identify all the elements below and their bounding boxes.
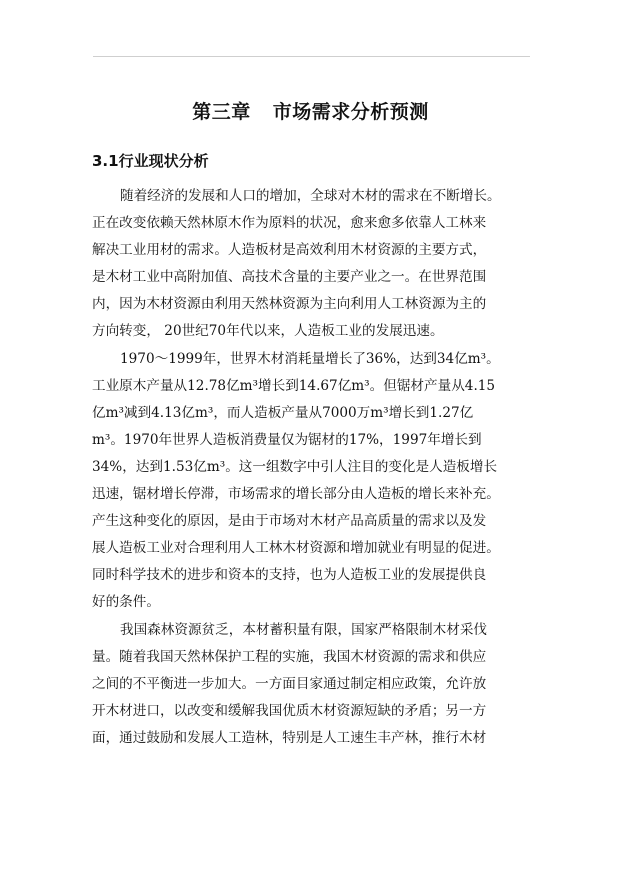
- header-rule: [93, 56, 530, 57]
- text-line: 1970～1999年，世界木材消耗量增长了36%，达到34亿m³。: [120, 350, 500, 367]
- text-line: 工业原木产量从12.78亿m³增长到14.67亿m³。但锯材产量从4.15: [92, 377, 496, 394]
- text-line: 亿m³减到4.13亿m³，而人造板产量从7000万m³增长到1.27亿: [92, 404, 474, 421]
- text-line: 展人造板工业对合理利用人工林木材资源和增加就业有明显的促进。: [92, 540, 500, 557]
- text-line: 迅速，锯材增长停滞，市场需求的增长部分由人造板的增长来补充。: [92, 486, 500, 503]
- text-line: 面，通过鼓励和发展人工造林，特别是人工速生丰产林，推行木材: [92, 729, 487, 746]
- text-line: 34%，达到1.53亿m³。这一组数字中引人注目的变化是人造板增长: [92, 458, 498, 475]
- text-line: 开木材进口，以改变和缓解我国优质木材资源短缺的矛盾；另一方: [92, 702, 487, 719]
- text-line: 正在改变依赖天然林原木作为原料的状况，愈来愈多依靠人工林来: [92, 215, 487, 232]
- text-line: 产生这种变化的原因，是由于市场对木材产品高质量的需求以及发: [92, 513, 487, 530]
- text-line: 量。随着我国天然林保护工程的实施，我国木材资源的需求和供应: [92, 648, 487, 665]
- chapter-title: [0, 97, 621, 124]
- text-line: 是木材工业中高附加值、高技术含量的主要产业之一。在世界范围: [92, 269, 487, 286]
- body-text: [92, 183, 528, 752]
- text-line: 我国森林资源贫乏，本材蓄积量有限，国家严格限制木材采伐: [120, 621, 488, 638]
- text-line: m³。1970年世界人造板消费量仅为锯材的17%，1997年增长到: [92, 431, 482, 448]
- text-line: 同时科学技术的进步和资本的支持，也为人造板工业的发展提供良: [92, 567, 487, 584]
- section-heading: 3.1行业现状分析: [92, 152, 209, 170]
- text-line: 好的条件。: [92, 594, 160, 611]
- text-line: 内，因为木材资源由利用天然林资源为主向利用人工林资源为主的: [92, 296, 487, 313]
- text-line: 方向转变， 20世纪70年代以来，人造板工业的发展迅速。: [92, 323, 444, 340]
- chapter-number: 第三章: [192, 101, 251, 123]
- text-line: 解决工业用材的需求。人造板材是高效利用木材资源的主要方式，: [92, 242, 487, 259]
- chapter-name: 市场需求分析预测: [272, 101, 429, 123]
- text-line: 随着经济的发展和人口的增加，全球对木材的需求在不断增长。: [120, 188, 501, 204]
- text-line: 之间的不平衡进一步加大。一方面目家通过制定相应政策，允许放: [92, 675, 487, 692]
